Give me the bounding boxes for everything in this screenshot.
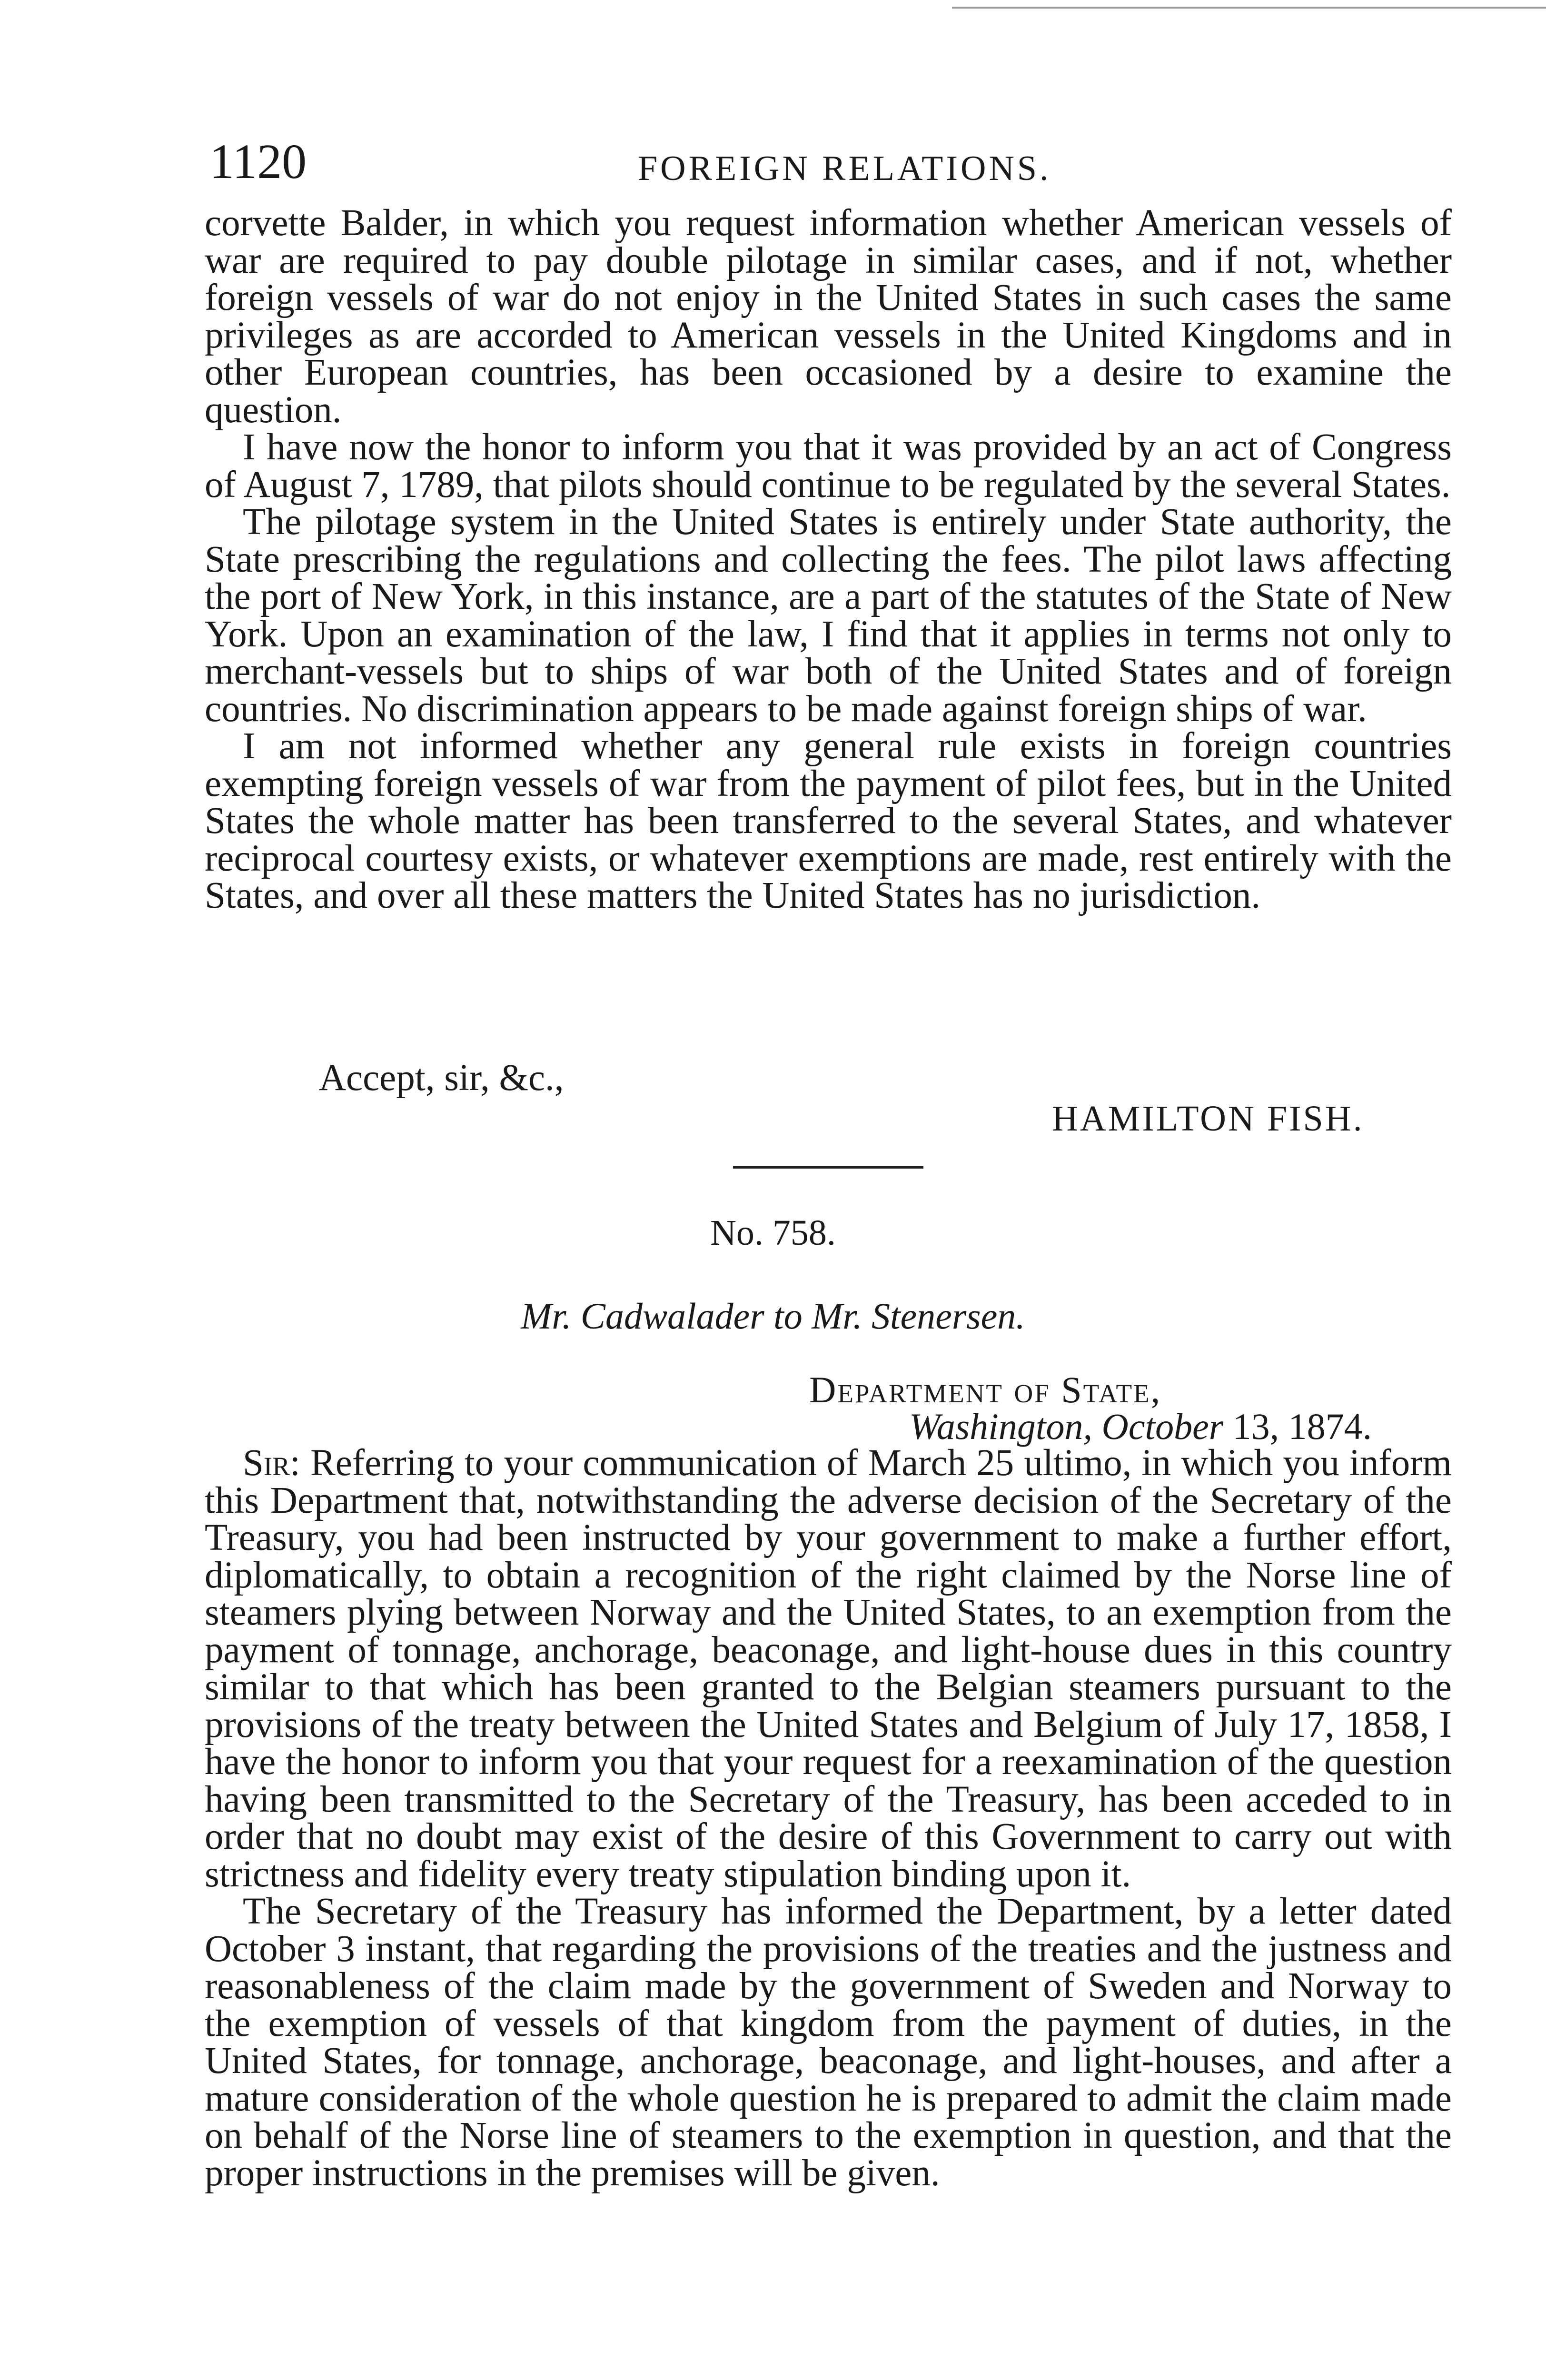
- letter-758-body: [205, 1442, 1452, 2194]
- letter-closing: Accept, sir, &c.,: [319, 1057, 564, 1099]
- paragraph: The pilotage system in the United States is entirely under State authority, the State prescribing the regulations and collecting the fees. The pilot laws affecting the port of New York, in this instance, are a part of the statutes of the State of New York. Upon an examination of the law, I find that it applies in terms not only to merchant-vessels but to ships of war both of the United States and of foreign countries. No discrimination appears to be made against foreign ships of war.: [205, 501, 1452, 730]
- paragraph: I am not informed whether any general rule exists in foreign countries exempting foreign vessels of war from the payment of pilot fees, but in the United States the whole matter has been transferred to the several States, and whatever reciprocal courtesy exists, or whatever exemptions are made, rest entirely with the States, and over all these matters the United States has no jurisdiction.: [205, 725, 1452, 916]
- correspondents-heading: Mr. Cadwalader to Mr. Stenersen.: [521, 1295, 1025, 1337]
- section-divider: [733, 1166, 923, 1169]
- paragraph: The Secretary of the Treasury has informed the Department, by a letter dated October 3 instant, that regarding the provisions of the treaties and the justness and reasonableness of the claim made by the government of Sweden and Norway to the exemption of vessels of that kingdom from the payment of duties, in the United States, for tonnage, anchorage, beaconage, and light-houses, and after a mature consideration of the whole question he is prepared to admit the claim made on behalf of the Norse line of steamers to the exemption in question, and that the proper instructions in the premises will be given.: [205, 1891, 1452, 2194]
- paragraph: I have now the honor to inform you that it was provided by an act of Congress of August 7, 1789, that pilots should continue to be regulated by the several States.: [205, 426, 1452, 506]
- document-number: No. 758.: [710, 1213, 836, 1253]
- scan-top-rule: [952, 7, 1546, 9]
- signature: HAMILTON FISH.: [1052, 1099, 1364, 1139]
- dateline-day-year: 13, 1874.: [1232, 1406, 1372, 1447]
- page-number: 1120: [209, 134, 307, 189]
- running-head-title: FOREIGN RELATIONS.: [638, 149, 1051, 188]
- paragraph-text: Referring to your communication of March 25 ultimo, in which you inform this Department that, notwithstanding the adverse decision of the Secretary of the Treasury, you had been instructed by your government to make a further effort, diplomatically, to obtain a recognition of the right claimed by the Norse line of steamers plying between Norway and the United States, to an exemption from the payment of tonnage, anchorage, beaconage, and light-house dues in this country similar to that which has been granted to the Belgian steamers pursuant to the provisions of the treaty between the United States and Belgium of July 17, 1858, I have the honor to inform you that your request for a reexamination of the question having been transmitted to the Secretary of the Treasury, has been acceded to in order that no doubt may exist of the desire of this Government to carry out with strictness and fidelity every treaty stipulation binding upon it.: [205, 1442, 1452, 1895]
- dateline-department: Department of State,: [809, 1369, 1162, 1410]
- letter-fish-body: [205, 202, 1452, 916]
- dateline-place-date: [909, 1405, 1372, 1448]
- running-head: [209, 129, 1457, 195]
- dateline-place: Washington,: [909, 1406, 1093, 1447]
- paragraph: corvette Balder, in which you request information whether American vessels of war are required to pay double pilotage in similar cases, and if not, whether foreign vessels of war do not enjoy in the United States in such cases the same privileges as are accorded to American vessels in the United Kingdoms and in other European countries, has been occasioned by a desire to examine the question.: [205, 202, 1452, 431]
- paragraph: [205, 1442, 1452, 1895]
- salutation: Sir:: [243, 1442, 300, 1484]
- dateline-month: October: [1101, 1406, 1224, 1447]
